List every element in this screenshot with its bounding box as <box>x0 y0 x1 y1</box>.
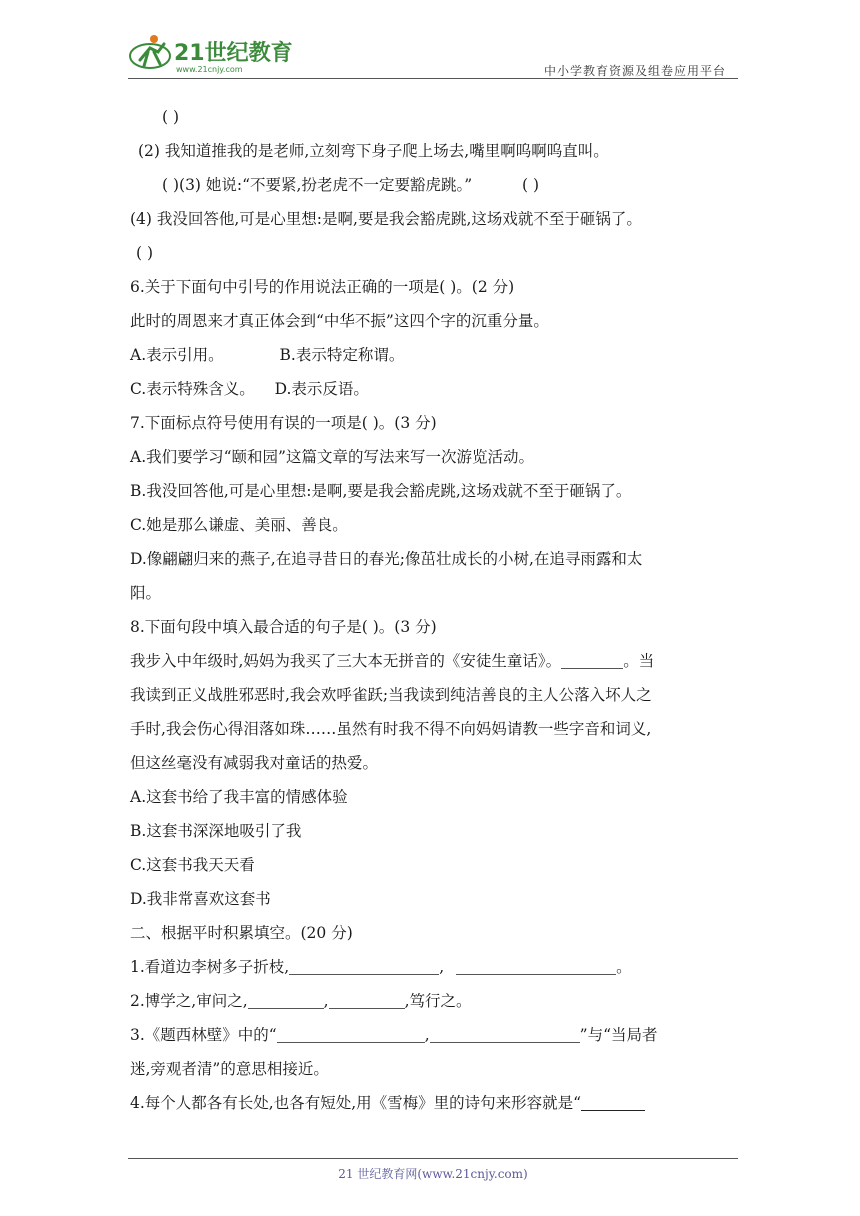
fill-text: 2.博学之,审问之, <box>130 992 248 1010</box>
fill-blank <box>561 650 623 669</box>
question-8-passage-4: 但这丝毫没有减弱我对童话的热爱。 <box>130 754 379 772</box>
question-7-option-d: D.像翩翩归来的燕子,在追寻昔日的春光;像茁壮成长的小树,在追寻雨露和太 <box>130 550 643 568</box>
question-6: 6.关于下面句中引号的作用说法正确的一项是( )。(2 分) <box>130 278 515 296</box>
passage-text: 我步入中年级时,妈妈为我买了三大本无拼音的《安徒生童话》。 <box>130 652 562 670</box>
question-8-passage-2: 我读到正义战胜邪恶时,我会欢呼雀跃;当我读到纯洁善良的主人公落入坏人之 <box>130 686 652 704</box>
item-3 <box>130 168 736 202</box>
option-b: B.表示特定称谓。 <box>279 346 405 364</box>
question-8-passage-3: 手时,我会伤心得泪落如珠……虽然有时我不得不向妈妈请教一些字音和词义, <box>130 720 652 738</box>
fill-blank <box>456 956 616 975</box>
question-8-option-d: D.我非常喜欢这套书 <box>130 890 271 908</box>
question-6-options-cd <box>130 372 736 406</box>
question-8-option-a: A.这套书给了我丰富的情感体验 <box>130 788 348 806</box>
fill-question-4 <box>130 1086 736 1120</box>
question-7-option-a: A.我们要学习“颐和园”这篇文章的写法来写一次游览活动。 <box>130 448 534 466</box>
footer-text: 21 世纪教育网(www.21cnjy.com) <box>338 1167 528 1181</box>
fill-text: 1.看道边李树多子折枝, <box>130 958 290 976</box>
fill-question-1 <box>130 950 736 984</box>
page-footer <box>128 1158 738 1182</box>
footer-divider <box>128 1158 738 1159</box>
item-4: (4) 我没回答他,可是心里想:是啊,要是我会豁虎跳,这场戏就不至于砸锅了。 <box>130 210 642 228</box>
question-8: 8.下面句段中填入最合适的句子是( )。(3 分) <box>130 618 437 636</box>
fill-text: 4.每个人都各有长处,也各有短处,用《雪梅》里的诗句来形容就是“ <box>130 1094 582 1112</box>
item-3-text: ( )(3) 她说:“不要紧,扮老虎不一定要豁虎跳。” <box>162 176 473 194</box>
question-7-option-c: C.她是那么谦虚、美丽、善良。 <box>130 516 348 534</box>
fill-question-2 <box>130 984 736 1018</box>
fill-blank <box>289 956 439 975</box>
question-8-option-c: C.这套书我天天看 <box>130 856 255 874</box>
option-c: C.表示特殊含义。 <box>130 380 255 398</box>
question-7-option-d-cont: 阳。 <box>130 584 162 602</box>
svg-text:21世纪教育: 21世纪教育 <box>174 41 293 66</box>
fill-blank <box>248 990 324 1009</box>
exam-content <box>130 100 736 1120</box>
answer-paren-4: ( ) <box>136 244 154 262</box>
fill-question-3-cont: 迷,旁观者清”的意思相接近。 <box>130 1060 329 1078</box>
fill-text: 3.《题西林壁》中的“ <box>130 1026 277 1044</box>
question-7-option-b: B.我没回答他,可是心里想:是啊,要是我会豁虎跳,这场戏就不至于砸锅了。 <box>130 482 632 500</box>
question-8-option-b: B.这套书深深地吸引了我 <box>130 822 302 840</box>
page-header <box>128 30 738 78</box>
fill-text: , <box>439 958 445 976</box>
fill-text: , <box>323 992 329 1010</box>
platform-label: 中小学教育资源及组卷应用平台 <box>543 64 726 78</box>
fill-text: 。 <box>616 958 632 976</box>
svg-text:www.21cnjy.com: www.21cnjy.com <box>176 65 243 74</box>
option-a: A.表示引用。 <box>130 346 224 364</box>
fill-question-3 <box>130 1018 736 1052</box>
question-8-passage-1 <box>130 644 736 678</box>
passage-text: 。当 <box>623 652 655 670</box>
fill-blank <box>581 1092 645 1111</box>
question-7: 7.下面标点符号使用有误的一项是( )。(3 分) <box>130 414 437 432</box>
site-logo <box>128 30 298 76</box>
section-2-heading: 二、根据平时积累填空。(20 分) <box>130 924 353 942</box>
fill-text: , <box>424 1026 430 1044</box>
item-2: (2) 我知道推我的是老师,立刻弯下身子爬上场去,嘴里啊呜啊呜直叫。 <box>138 142 609 160</box>
fill-blank <box>430 1024 580 1043</box>
question-6-sentence: 此时的周恩来才真正体会到“中华不振”这四个字的沉重分量。 <box>130 312 549 330</box>
fill-text: ,笃行之。 <box>404 992 472 1010</box>
question-6-options-ab <box>130 338 736 372</box>
option-d: D.表示反语。 <box>274 380 369 398</box>
fill-text: ”与“当局者 <box>579 1026 658 1044</box>
item-3-paren: ( ) <box>522 176 540 194</box>
fill-blank <box>329 990 405 1009</box>
answer-paren-1: ( ) <box>162 108 180 126</box>
fill-blank <box>277 1024 425 1043</box>
header-divider <box>128 78 738 79</box>
